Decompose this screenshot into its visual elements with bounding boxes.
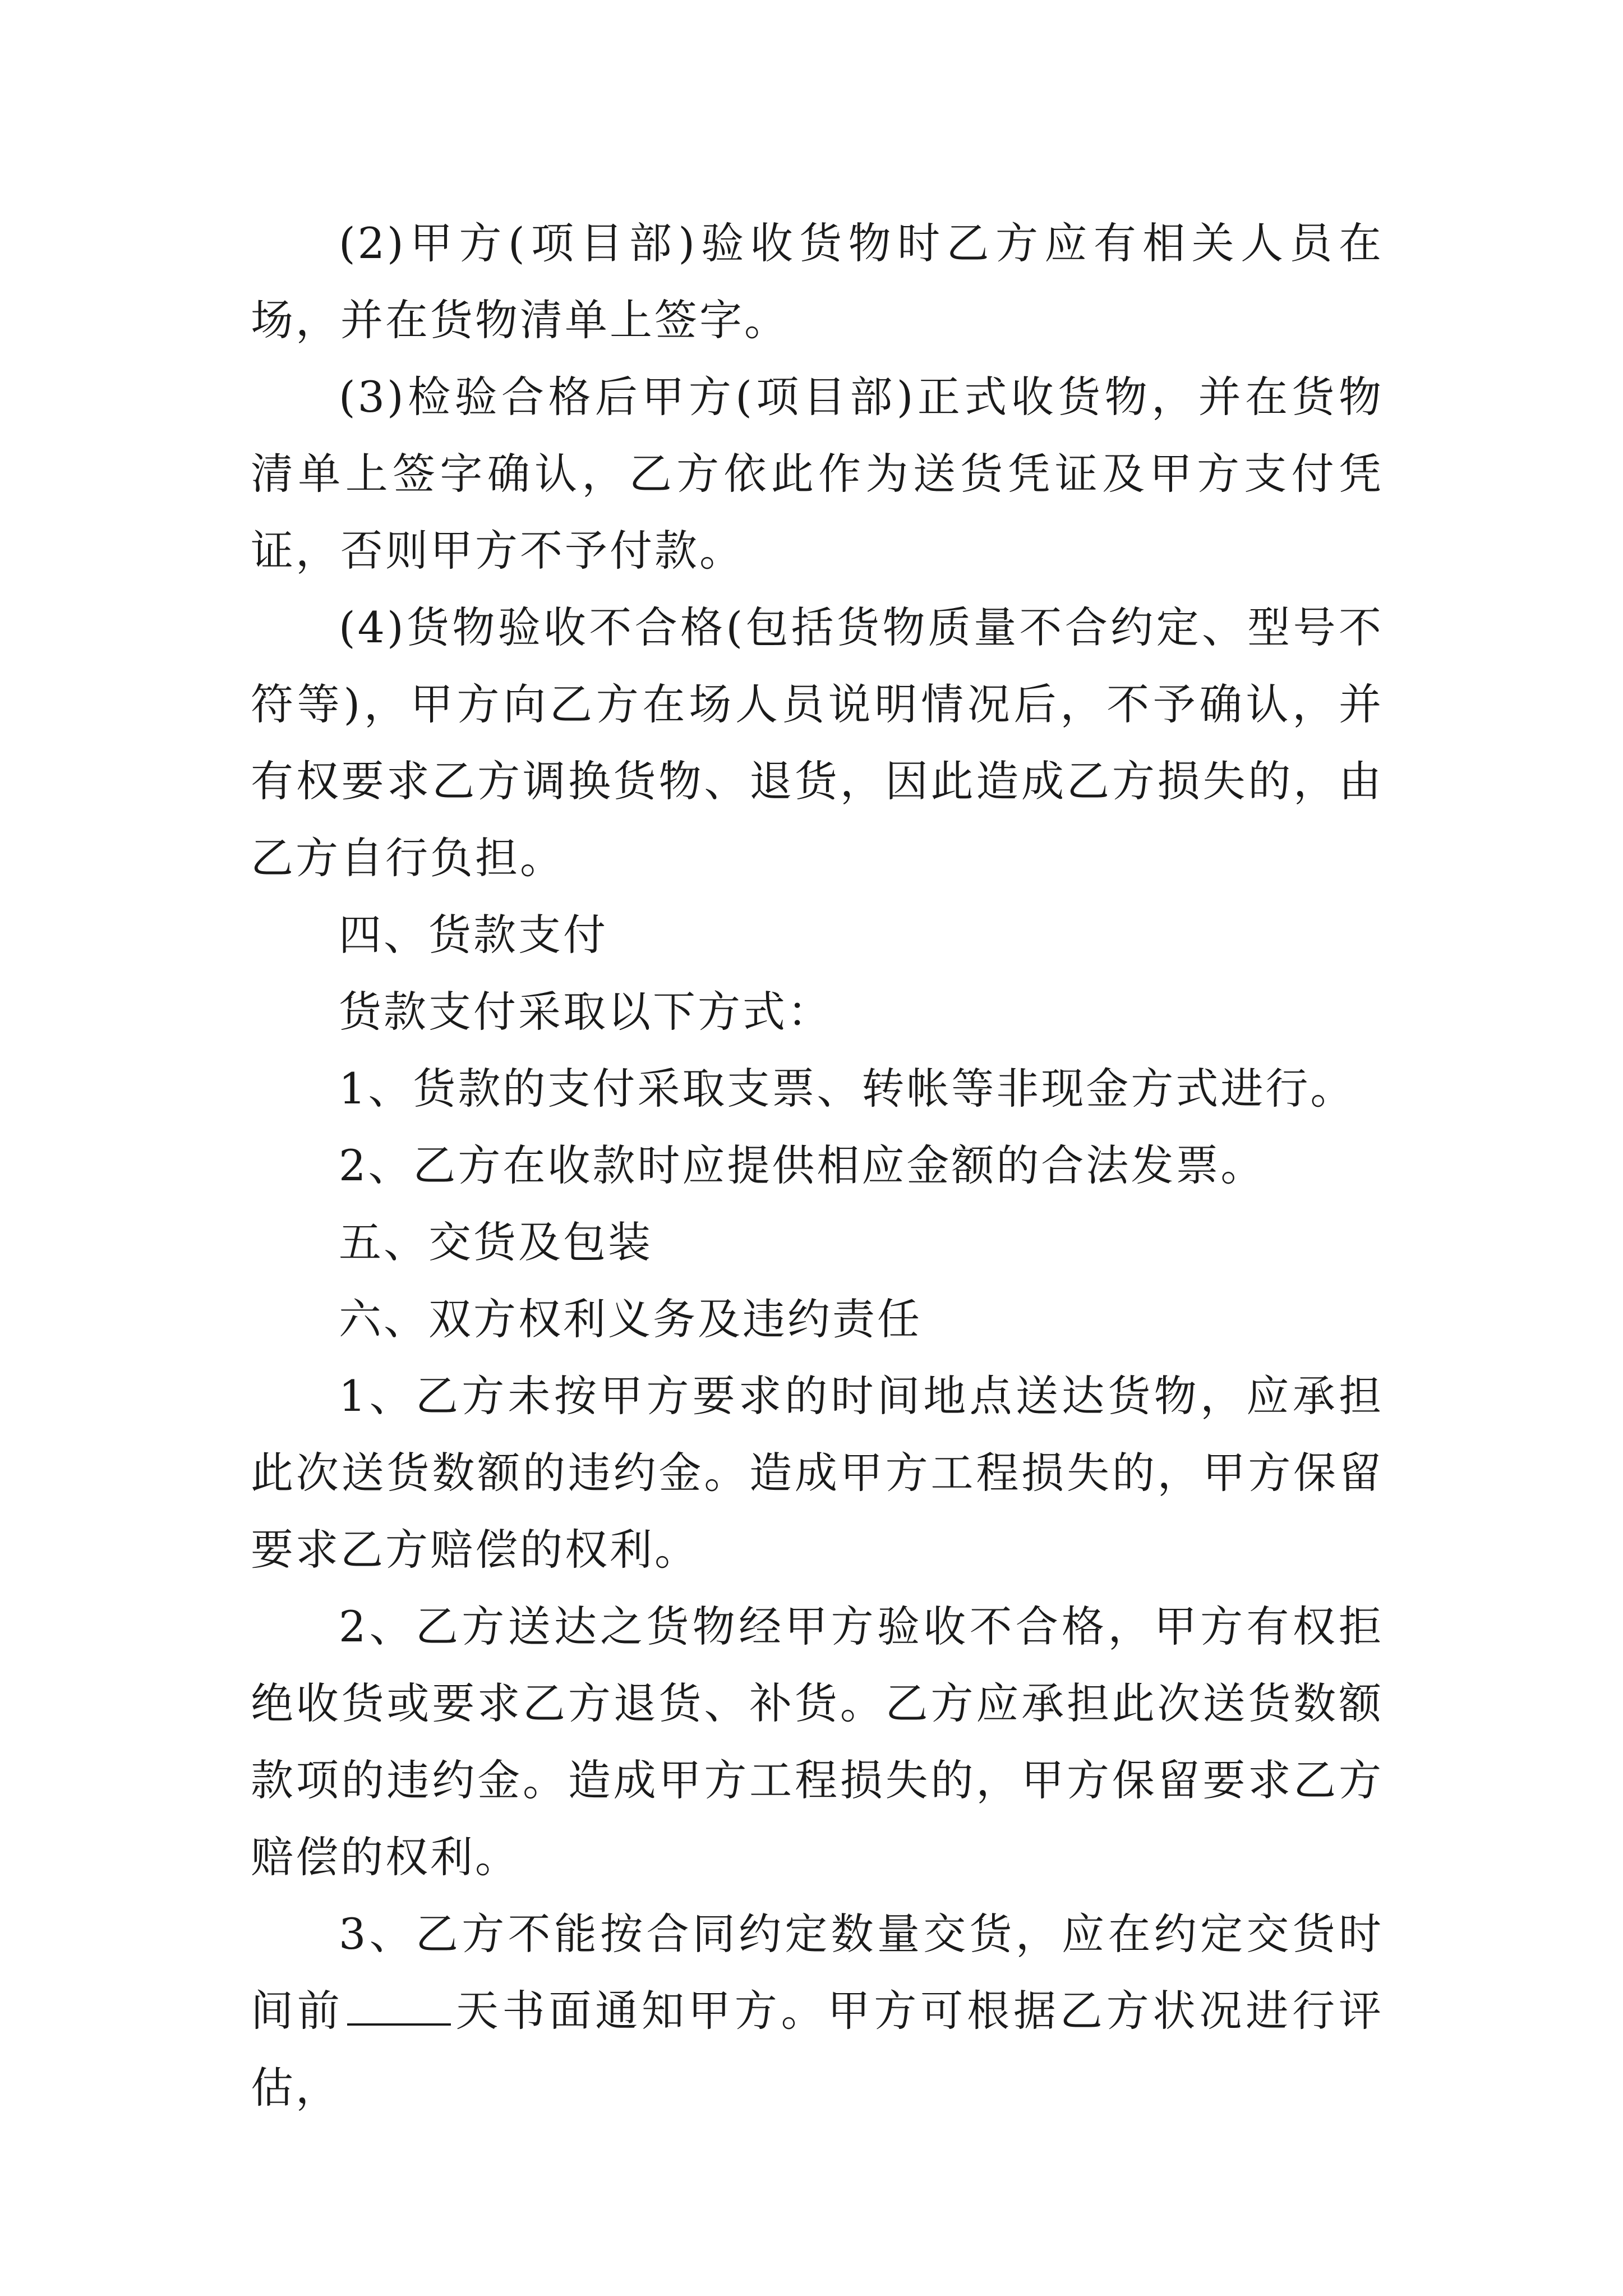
paragraph-acceptance-4: (4)货物验收不合格(包括货物质量不合约定、型号不符等)，甲方向乙方在场人员说明情况后，不予确认，并有权要求乙方调换货物、退货，因此造成乙方损失的，由乙方自行负担。 <box>251 602 1384 883</box>
section-heading-payment: 四、货款支付 <box>339 910 608 960</box>
paragraph-acceptance-2: (2)甲方(项目部)验收货物时乙方应有相关人员在场，并在货物清单上签字。 <box>251 218 1384 345</box>
fill-in-blank-days <box>347 1984 451 2026</box>
section-heading-delivery: 五、交货及包装 <box>339 1217 653 1267</box>
paragraph-acceptance-3: (3)检验合格后甲方(项目部)正式收货物，并在货物清单上签字确认，乙方依此作为送货凭证及甲方支付凭证，否则甲方不予付款。 <box>251 372 1384 576</box>
paragraph-rights-2: 2、乙方送达之货物经甲方验收不合格，甲方有权拒绝收货或要求乙方退货、补货。乙方应承担此次送货数额款项的违约金。造成甲方工程损失的，甲方保留要求乙方赔偿的权利。 <box>251 1602 1384 1882</box>
paragraph-payment-2: 2、乙方在收款时应提供相应金额的合法发票。 <box>339 1140 1266 1190</box>
paragraph-payment-intro: 货款支付采取以下方式： <box>339 987 832 1037</box>
paragraph-rights-3-tail: 天书面通知甲方。甲方可根据乙方状况进行评估， <box>251 1986 1384 2113</box>
document-body <box>251 205 1384 2126</box>
paragraph-rights-3 <box>251 1895 1384 2126</box>
paragraph-rights-3-lead: 3、乙方不能按合同约定数量交货，应在约定交货时间前 <box>251 1909 1384 2036</box>
section-heading-rights: 六、双方权利义务及违约责任 <box>339 1294 922 1344</box>
paragraph-rights-1: 1、乙方未按甲方要求的时间地点送达货物，应承担此次送货数额的违约金。造成甲方工程损失的，甲方保留要求乙方赔偿的权利。 <box>251 1371 1384 1575</box>
paragraph-payment-1: 1、货款的支付采取支票、转帐等非现金方式进行。 <box>339 1064 1355 1114</box>
